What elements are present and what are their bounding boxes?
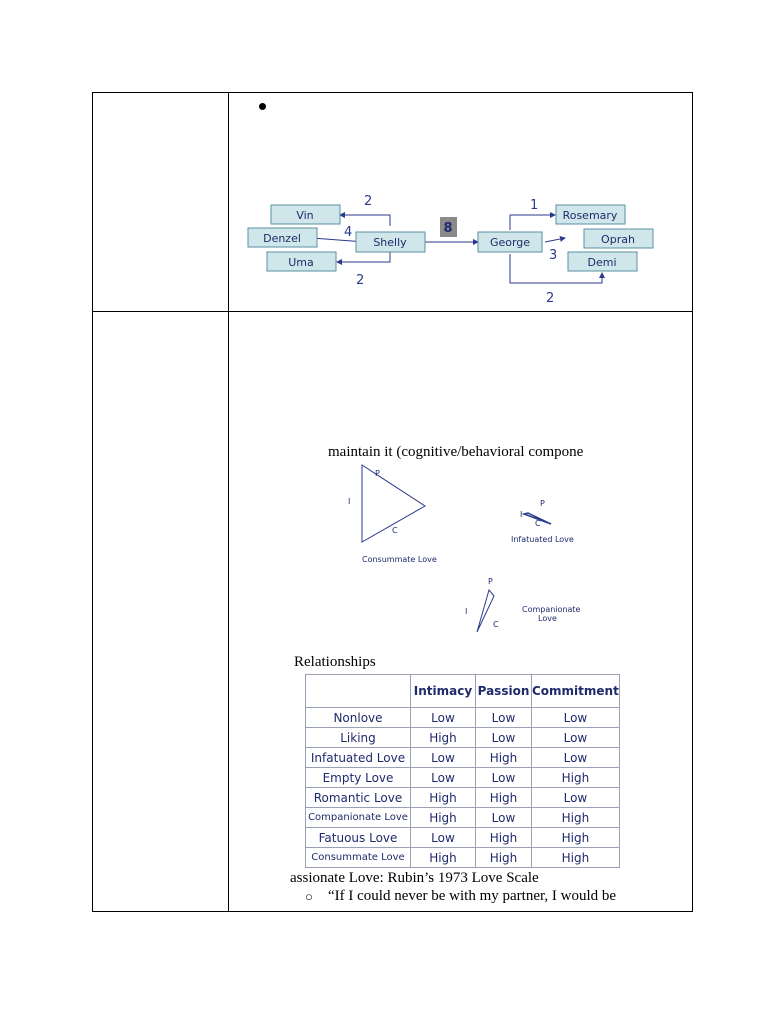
passion-value: High [476, 848, 532, 868]
center-weight: 8 [443, 221, 453, 236]
weight-uma: 2 [356, 273, 365, 288]
table-row [306, 828, 620, 848]
weight-demi: 2 [546, 291, 555, 306]
table-row [306, 748, 620, 768]
commitment-value: Low [532, 788, 620, 808]
table-row [306, 788, 620, 808]
svg-text:P: P [540, 499, 545, 508]
intimacy-value: Low [411, 708, 476, 728]
edge-george-oprah [545, 238, 565, 242]
edge-george-rosemary [510, 215, 555, 230]
passion-value: Low [476, 768, 532, 788]
commitment-value: High [532, 848, 620, 868]
table-row [306, 768, 620, 788]
commitment-value: High [532, 828, 620, 848]
love-type: Liking [306, 728, 411, 748]
svg-text:P: P [375, 469, 380, 478]
love-types-table [305, 674, 620, 868]
infatuated-triangle [511, 499, 574, 544]
table-border-top [92, 92, 693, 93]
svg-text:George: George [489, 236, 531, 249]
passion-value: Low [476, 728, 532, 748]
svg-text:Rosemary: Rosemary [562, 209, 618, 222]
commitment-value: High [532, 808, 620, 828]
node-george [478, 232, 542, 252]
passion-value: Low [476, 808, 532, 828]
header-cell [306, 675, 411, 708]
svg-text:C: C [535, 519, 541, 528]
table-row [306, 708, 620, 728]
svg-text:I: I [520, 510, 523, 519]
svg-text:Demi: Demi [587, 256, 617, 269]
love-type: Infatuated Love [306, 748, 411, 768]
bullet-point [259, 103, 266, 110]
love-type: Nonlove [306, 708, 411, 728]
table-header-row [306, 675, 620, 708]
node-uma [267, 252, 336, 271]
quote-text: “If I could never be with my partner, I would be [328, 888, 617, 904]
intimacy-value: Low [411, 748, 476, 768]
maintain-text: maintain it (cognitive/behavioral compone [328, 444, 584, 460]
weight-vin: 2 [364, 194, 373, 209]
svg-text:Denzel: Denzel [263, 232, 301, 245]
love-type: Fatuous Love [306, 828, 411, 848]
table-row [306, 848, 620, 868]
node-vin [271, 205, 340, 224]
svg-text:I: I [465, 607, 468, 616]
intimacy-value: High [411, 848, 476, 868]
love-triangles-diagram [340, 462, 600, 652]
svg-text:Love: Love [538, 614, 557, 623]
love-type: Consummate Love [306, 848, 411, 868]
love-type: Empty Love [306, 768, 411, 788]
svg-text:P: P [488, 577, 493, 586]
table-border-bottom [92, 911, 693, 912]
love-type: Companionate Love [306, 808, 411, 828]
header-passion: Passion [476, 675, 532, 708]
weight-oprah: 3 [549, 248, 558, 263]
svg-text:Consummate Love: Consummate Love [362, 555, 437, 564]
intimacy-value: High [411, 728, 476, 748]
love-type: Romantic Love [306, 788, 411, 808]
node-demi [568, 252, 637, 271]
intimacy-value: Low [411, 828, 476, 848]
node-rosemary [556, 205, 625, 224]
node-oprah [584, 229, 653, 248]
passion-value: Low [476, 708, 532, 728]
table-column-divider [228, 92, 229, 912]
svg-text:C: C [493, 620, 499, 629]
node-shelly [356, 232, 425, 252]
svg-text:Oprah: Oprah [601, 233, 635, 246]
header-intimacy: Intimacy [411, 675, 476, 708]
relationship-network-diagram [240, 190, 670, 308]
weight-rosemary: 1 [530, 198, 539, 213]
intimacy-value: Low [411, 768, 476, 788]
svg-text:C: C [392, 526, 398, 535]
commitment-value: Low [532, 728, 620, 748]
sub-bullet-icon: ○ [305, 889, 313, 904]
commitment-value: Low [532, 708, 620, 728]
intimacy-value: High [411, 808, 476, 828]
svg-text:Infatuated Love: Infatuated Love [511, 535, 574, 544]
table-row [306, 728, 620, 748]
passion-value: High [476, 828, 532, 848]
passionate-love-text: assionate Love: Rubin’s 1973 Love Scale [290, 870, 539, 886]
companionate-triangle [465, 577, 581, 632]
intimacy-value: High [411, 788, 476, 808]
passion-value: High [476, 748, 532, 768]
relationships-label: Relationships [294, 654, 376, 670]
svg-text:Vin: Vin [296, 209, 314, 222]
svg-text:Companionate: Companionate [522, 605, 581, 614]
table-border-right [692, 92, 693, 912]
commitment-value: High [532, 768, 620, 788]
svg-text:Shelly: Shelly [373, 236, 407, 249]
table-border-middle [92, 311, 693, 312]
edge-shelly-uma [337, 252, 390, 262]
passion-value: High [476, 788, 532, 808]
commitment-value: Low [532, 748, 620, 768]
svg-text:Uma: Uma [288, 256, 314, 269]
header-commitment: Commitment [532, 675, 620, 708]
svg-text:I: I [348, 497, 351, 506]
table-border-left [92, 92, 93, 912]
weight-denzel: 4 [344, 225, 353, 240]
consummate-triangle [348, 465, 437, 564]
node-denzel [248, 228, 317, 247]
table-row [306, 808, 620, 828]
